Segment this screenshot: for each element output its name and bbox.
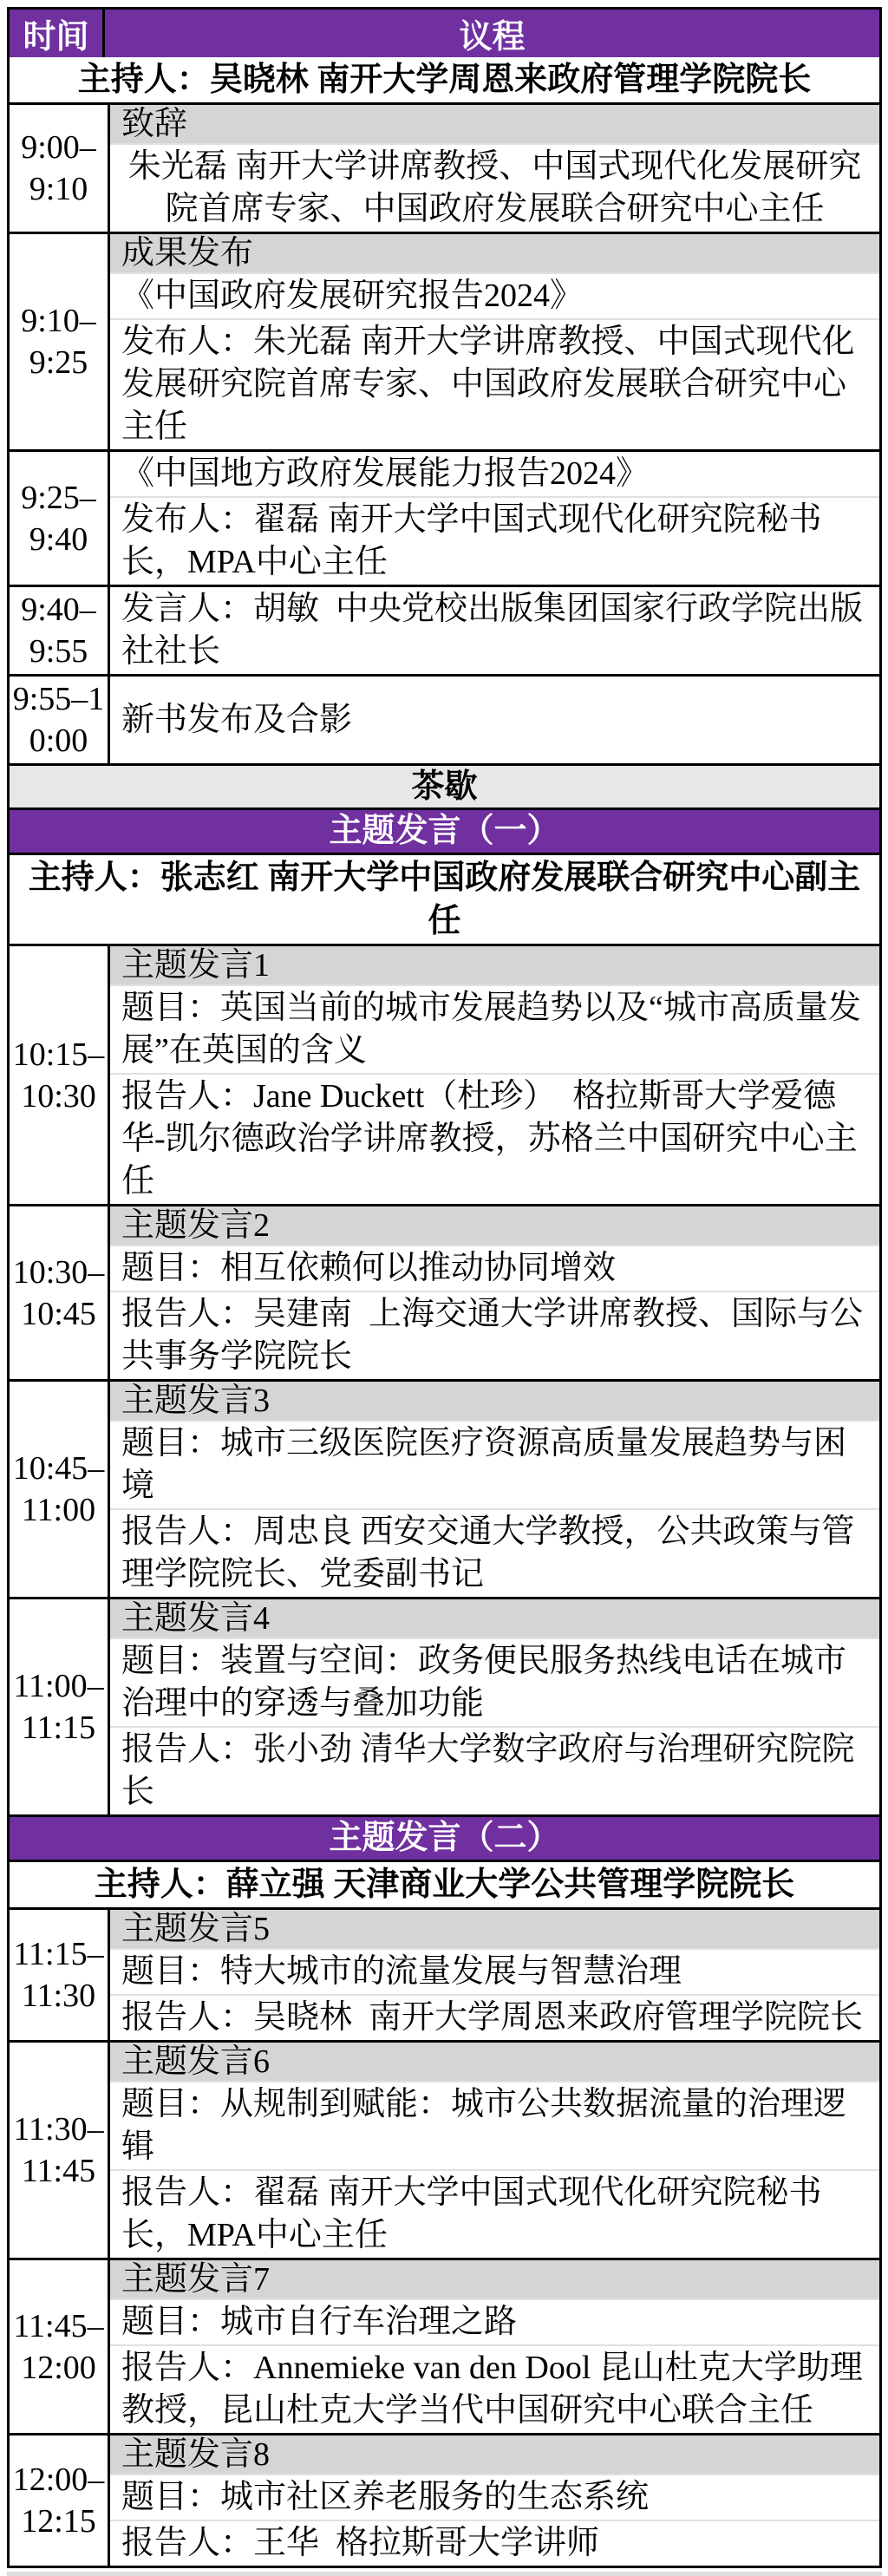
agenda-text: 报告人：周忠良 西安交通大学教授，公共政策与管理学院院长、党委副书记 — [110, 1508, 879, 1597]
session-row — [10, 2040, 879, 2258]
session-row — [10, 1379, 879, 1597]
host-row: 主持人：薛立强 天津商业大学公共管理学院院长 — [10, 1860, 879, 1907]
session-row — [10, 1907, 879, 2040]
agenda-text: 题目：城市社区养老服务的生态系统 — [110, 2474, 879, 2520]
agenda-cell — [110, 1599, 879, 1814]
agenda-text: 《中国政府发展研究报告2024》 — [110, 272, 879, 318]
agenda-text: 《中国地方政府发展能力报告2024》 — [121, 455, 650, 492]
agenda-band-title: 主题发言6 — [110, 2043, 879, 2081]
agenda-band-title: 主题发言8 — [110, 2435, 879, 2474]
time-cell: 9:10–9:25 — [10, 234, 110, 449]
agenda-cell — [110, 105, 879, 232]
section-header-row: 主题发言（一） — [10, 807, 879, 853]
session-row — [10, 2433, 879, 2566]
agenda-text: 题目：城市三级医院医疗资源高质量发展趋势与困境 — [110, 1420, 879, 1508]
agenda-text: 发言人：胡敏 中央党校出版集团国家行政学院出版社社长 — [121, 591, 864, 670]
session-row — [10, 232, 879, 449]
agenda-cell — [110, 1382, 879, 1597]
agenda-text: 题目：城市自行车治理之路 — [110, 2298, 879, 2344]
agenda-text: 发布人：翟磊 南开大学中国式现代化研究院秘书长，MPA中心主任 — [110, 496, 879, 585]
time-column-header: 时间 — [10, 10, 105, 57]
agenda-text: 报告人：王华 格拉斯哥大学讲师 — [110, 2520, 879, 2566]
agenda-band-title: 主题发言7 — [110, 2260, 879, 2298]
agenda-text: 发布人：朱光磊 南开大学讲席教授、中国式现代化发展研究院首席专家、中国政府发展联合研究中心主任 — [110, 318, 879, 449]
agenda-text: 题目：装置与空间：政务便民服务热线电话在城市治理中的穿透与叠加功能 — [110, 1638, 879, 1726]
time-cell: 9:00–9:10 — [10, 105, 110, 232]
agenda-cell — [110, 587, 879, 674]
agenda-text: 题目：英国当前的城市发展趋势以及“城市高质量发展”在英国的含义 — [110, 984, 879, 1073]
agenda-band-title: 致辞 — [110, 105, 879, 143]
session-row — [10, 449, 879, 585]
session-row — [10, 944, 879, 1204]
agenda-text: 报告人：翟磊 南开大学中国式现代化研究院秘书长，MPA中心主任 — [110, 2169, 879, 2258]
time-cell: 9:40–9:55 — [10, 587, 110, 674]
session-row — [10, 2258, 879, 2433]
time-cell: 9:55–10:00 — [10, 677, 110, 763]
session-row — [10, 1597, 879, 1814]
time-cell: 12:00–12:15 — [10, 2435, 110, 2566]
agenda-text: 朱光磊 南开大学讲席教授、中国式现代化发展研究院首席专家、中国政府发展联合研究中心主任 — [110, 143, 879, 232]
agenda-text: 报告人：吴晓林 南开大学周恩来政府管理学院院长 — [110, 1994, 879, 2040]
agenda-cell — [110, 452, 879, 585]
agenda-band-title: 主题发言5 — [110, 1910, 879, 1948]
table-header-row — [10, 10, 879, 57]
time-cell: 9:25–9:40 — [10, 452, 110, 585]
agenda-text: 报告人：Jane Duckett（杜珍） 格拉斯哥大学爱德华-凯尔德政治学讲席教授，苏格兰中国研究中心主任 — [110, 1073, 879, 1204]
session-row — [10, 102, 879, 232]
agenda-text: 报告人：Annemieke van den Dool 昆山杜克大学助理教授，昆山杜克大学当代中国研究中心联合主任 — [110, 2344, 879, 2433]
agenda-text: 题目：相互依赖何以推动协同增效 — [110, 1245, 879, 1291]
agenda-text: 报告人：吴建南 上海交通大学讲席教授、国际与公共事务学院院长 — [110, 1291, 879, 1379]
agenda-band-title: 成果发布 — [110, 234, 879, 272]
agenda-text: 题目：从规制到赋能：城市公共数据流量的治理逻辑 — [110, 2081, 879, 2169]
agenda-cell — [110, 2260, 879, 2433]
agenda-band-title: 主题发言2 — [110, 1206, 879, 1245]
time-cell: 11:30–11:45 — [10, 2043, 110, 2258]
agenda-cell — [110, 2043, 879, 2258]
time-cell: 10:30–10:45 — [10, 1206, 110, 1379]
agenda-cell — [110, 234, 879, 449]
time-cell: 11:00–11:15 — [10, 1599, 110, 1814]
agenda-band-title: 主题发言4 — [110, 1599, 879, 1638]
agenda-cell — [110, 1910, 879, 2040]
time-cell: 10:15–10:30 — [10, 946, 110, 1204]
section-header-row: 主题发言（二） — [10, 1814, 879, 1860]
time-cell: 11:45–12:00 — [10, 2260, 110, 2433]
agenda-table — [7, 7, 882, 2568]
agenda-cell — [110, 1206, 879, 1379]
agenda-cell — [110, 946, 879, 1204]
session-row — [10, 674, 879, 763]
host-row: 主持人：吴晓林 南开大学周恩来政府管理学院院长 — [10, 57, 879, 102]
session-row — [10, 1204, 879, 1379]
session-row — [10, 585, 879, 674]
agenda-text: 报告人：张小劲 清华大学数字政府与治理研究院院长 — [110, 1726, 879, 1814]
agenda-cell — [110, 677, 879, 763]
time-cell: 11:15–11:30 — [10, 1910, 110, 2040]
agenda-text: 题目：特大城市的流量发展与智慧治理 — [110, 1948, 879, 1994]
time-cell: 10:45–11:00 — [10, 1382, 110, 1597]
agenda-band-title: 主题发言3 — [110, 1382, 879, 1420]
agenda-text: 新书发布及合影 — [121, 701, 353, 738]
agenda-column-header: 议程 — [459, 19, 526, 56]
agenda-cell — [110, 2435, 879, 2566]
host-row: 主持人：张志红 南开大学中国政府发展联合研究中心副主任 — [10, 853, 879, 944]
tea-break-row: 茶歇 — [10, 763, 879, 807]
cutoff-next-row-strip — [7, 2572, 882, 2576]
table-body — [10, 57, 879, 2566]
agenda-band-title: 主题发言1 — [110, 946, 879, 984]
